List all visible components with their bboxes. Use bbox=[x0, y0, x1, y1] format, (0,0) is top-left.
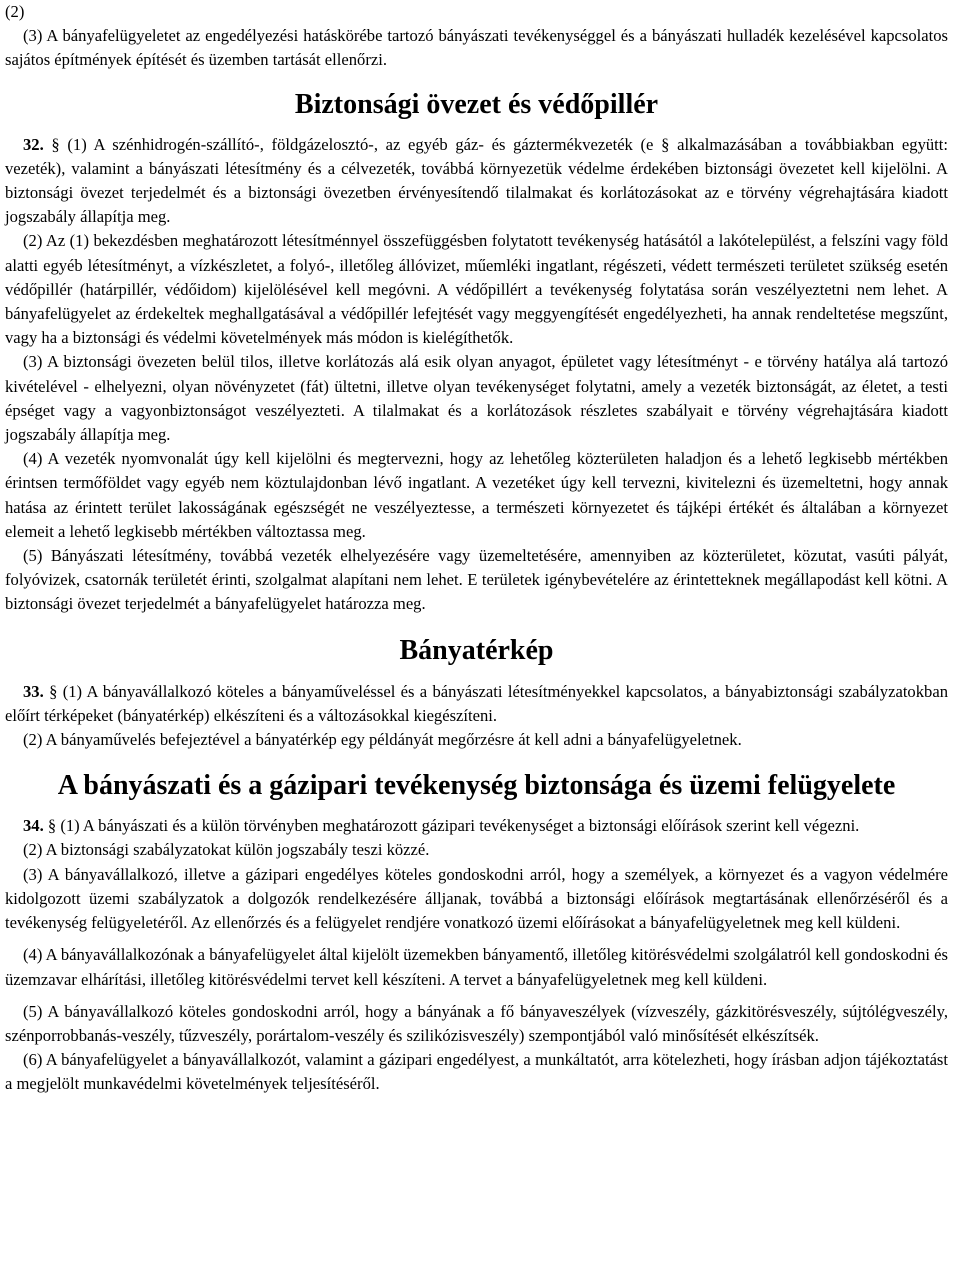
section-32-paragraph-3: (3) A biztonsági övezeten belül tilos, illetve korlátozás alá esik olyan anyagot, épületet vagy létesítményt - e törvény hatálya alá tartozó kivételével - elhelyezni, olyan növényzetet (fát) ültetni, illetve olyan tevékenységet folytatni, amely a vezeték biztonságát, az életet, a testi épséget vagy a vagyonbiztonságot veszélyezteti. A tilalmakat és a korlátozások részletes szabályait e törvény végrehajtására kiadott jogszabály állapítja meg. bbox=[5, 352, 948, 445]
section-number: 32. bbox=[23, 134, 44, 154]
section-34-paragraph-4: (4) A bányavállalkozónak a bányafelügyelet által kijelölt üzemekben bányamentő, illetőleg kitörésvédelmi szolgálatról kell gondoskodni és üzemzavar elhárítási, illetőleg kitörésvédelmi tervet kell készíteni. A tervet a bányafelügyeletnek meg kell küldeni. bbox=[5, 945, 948, 989]
section-33-paragraph-2: (2) A bányaművelés befejeztével a bányatérkép egy példányát megőrzésre át kell adni a bányafelügyeletnek. bbox=[23, 730, 742, 750]
section-heading-banyaterkep: Bányatérkép bbox=[399, 634, 554, 666]
section-34-paragraph-3: (3) A bányavállalkozó, illetve a gázipari engedélyes köteles gondoskodni arról, hogy a személyek, a környezet és a vagyon védelmére kidolgozott üzemi szabályzatok a dolgozók rendelkezésére álljanak, továbbá a biztonsági előírások megtartásának ellenőrzéséről és a tevékenység felügyeletéről. Az ellenőrzés és a felügyelet rendjére vonatkozó üzemi előírásokat a bányafelügyeletnek meg kell küldeni. bbox=[5, 864, 948, 933]
section-heading-biztonsag-felugyelet: A bányászati és a gázipari tevékenység biztonsága és üzemi felügyelete bbox=[57, 770, 896, 802]
spacer bbox=[5, 992, 948, 1000]
paragraph-text: § (1) A bányászati és a külön törvényben meghatározott gázipari tevékenységet a biztonsági előírások szerint kell végezni. bbox=[43, 816, 860, 836]
section-34-paragraph-6: (6) A bányafelügyelet a bányavállalkozót, valamint a gázipari engedélyest, a munkáltatót, arra kötelezheti, hogy írásban adjon tájékoztatást a megjelölt munkavédelmi követelmények teljesítéséről. bbox=[5, 1050, 948, 1094]
paragraph-2: (2) bbox=[5, 2, 25, 21]
section-34-paragraph-1 bbox=[5, 814, 948, 838]
section-34-paragraph-2: (2) A biztonsági szabályzatokat külön jogszabály teszi közzé. bbox=[23, 840, 430, 860]
section-33-paragraph-1 bbox=[5, 680, 948, 728]
section-32-paragraph-1 bbox=[5, 133, 948, 230]
paragraph-3: (3) A bányafelügyeletet az engedélyezési hatáskörébe tartozó bányászati tevékenységgel és a bányászati hulladék kezelésével kapcsolatos sajátos építmények építését és üzemben tartását ellenőrzi. bbox=[5, 26, 948, 70]
section-32-paragraph-2: (2) Az (1) bekezdésben meghatározott létesítménnyel összefüggésben folytatott tevékenység hatásától a lakótelepülést, a felszíni vagy föld alatti egyéb létesítményt, a vízkészletet, a folyó-, illetőleg állóvizet, műemléki ingatlant, régészeti, védett természeti területet szükség esetén védőpillér (határpillér, védőidom) kijelölésével kell megóvni. A védőpillért a tevékenység folytatása során veszélyeztetni nem lehet. A bányafelügyelet az érdekeltek meghallgatásával a védőpillér lefejtését vagy meggyengítését engedélyezheti, ha annak rendeltetése megszűnt, vagy ha a biztonsági és védelmi követelmények más módon is kielégíthetők. bbox=[5, 231, 948, 348]
section-32-paragraph-4: (4) A vezeték nyomvonalát úgy kell kijelölni és megtervezni, hogy az lehetőleg közterületen haladjon és a lehető legkisebb mértékben érintsen termőföldet vagy egyéb nem köztulajdonban lévő ingatlant. A vezetéket úgy kell tervezni, kivitelezni és üzemeltetni, hogy annak hatása az érintett terület lakosságának egészségét ne veszélyeztesse, a természeti környezetet és tájképi értékét és általában a környezet elemeit a lehető legkisebb mértékben változtassa meg. bbox=[5, 449, 948, 541]
spacer bbox=[5, 935, 948, 943]
section-heading-biztonsagi-ovezet: Biztonsági övezet és védőpillér bbox=[294, 88, 659, 120]
section-34-paragraph-5: (5) A bányavállalkozó köteles gondoskodni arról, hogy a bányának a fő bányaveszélyek (vízveszély, gázkitörésveszély, sújtólégveszély, szénporrobbanás-veszély, tűzveszély, porártalom-veszély és szilikózisveszély) szempontjából való minősítését elkészítsék. bbox=[5, 1001, 948, 1045]
section-32-paragraph-5: (5) Bányászati létesítmény, továbbá vezeték elhelyezésére vagy üzemeltetésére, amennyiben az közterületet, közutat, vasúti pályát, folyóvizek, csatornák területét érinti, szolgalmat alapítani nem lehet. E területek igénybevételére az érintetteknek megállapodást kell kötni. A biztonsági övezet terjedelmét a bányafelügyelet határozza meg. bbox=[5, 546, 948, 614]
paragraph-text: § (1) A bányavállalkozó köteles a bányaműveléssel és a bányászati létesítményekkel kapcsolatos, a bányabiztonsági szabályzatokban előírt térképeket (bányatérkép) elkészíteni és a változásokkal kiegészíteni. bbox=[5, 681, 948, 725]
section-number: 33. bbox=[23, 681, 44, 701]
section-number: 34. bbox=[23, 816, 44, 836]
paragraph-text: § (1) A szénhidrogén-szállító-, földgázelosztó-, az egyéb gáz- és gáztermékvezeték (e § alkalmazásában a továbbiakban együtt: vezeték), valamint a bányászati létesítmény és a célvezeték, továbbá környezetük védelme érdekében biztonsági övezetet kell kijelölni. A biztonsági övezet terjedelmét és a biztonsági övezetben érvényesítendő tilalmakat és korlátozásokat az e törvény végrehajtására kiadott jogszabály állapítja meg. bbox=[5, 134, 948, 227]
